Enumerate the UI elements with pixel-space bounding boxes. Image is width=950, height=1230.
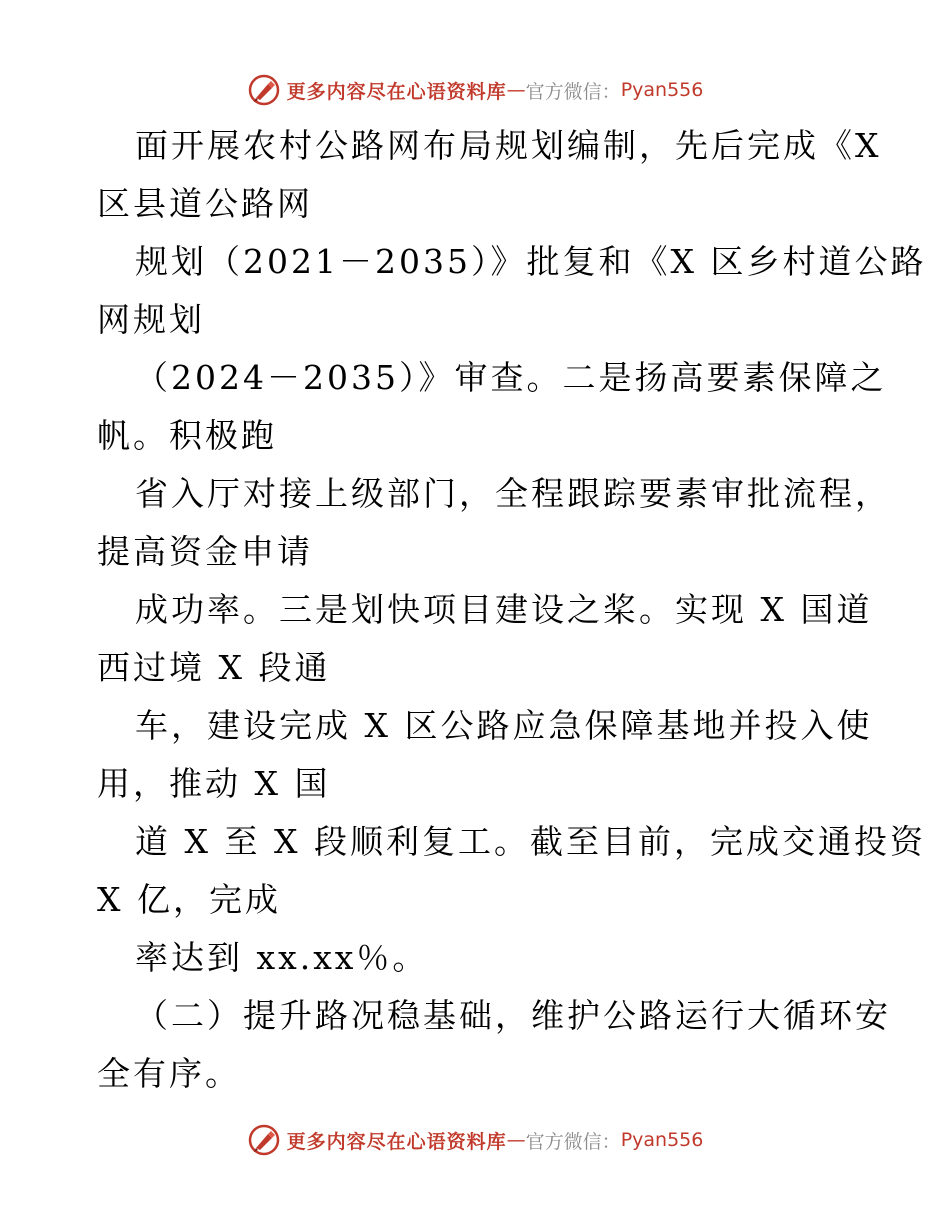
watermark-banner-top <box>0 70 950 110</box>
pen-logo-icon <box>247 73 281 107</box>
watermark-main-text: 更多内容尽在心语资料库 <box>286 80 507 103</box>
watermark-main-text: 更多内容尽在心语资料库 <box>286 1130 507 1153</box>
body-line: 成功率。三是划快项目建设之桨。实现 X 国道 <box>135 590 873 629</box>
body-line: 西过境 X 段通 <box>97 648 331 687</box>
body-text <box>97 117 927 1103</box>
watermark-account: Pyan556 <box>620 79 704 101</box>
body-line: 率达到 xx.xx％。 <box>135 938 429 977</box>
body-line: 全有序。 <box>97 1054 241 1093</box>
watermark-separator: — <box>506 79 526 101</box>
body-line: 区县道公路网 <box>97 184 313 223</box>
watermark-account: Pyan556 <box>620 1129 704 1151</box>
body-line: 用，推动 X 国 <box>97 764 331 803</box>
watermark-banner-bottom <box>0 1120 950 1160</box>
body-line: 提高资金申请 <box>97 532 313 571</box>
body-line: X 亿，完成 <box>97 880 281 919</box>
body-line: 道 X 至 X 段顺利复工。截至目前，完成交通投资 <box>135 822 926 861</box>
body-line: 面开展农村公路网布局规划编制，先后完成《X <box>135 126 882 165</box>
body-line: （二）提升路况稳基础，维护公路运行大循环安 <box>135 996 891 1035</box>
body-line: 网规划 <box>97 300 205 339</box>
watermark-separator: — <box>506 1129 526 1151</box>
body-line: 帆。积极跑 <box>97 416 277 455</box>
watermark-label: 官方微信： <box>525 80 621 103</box>
pen-logo-icon <box>247 1123 281 1157</box>
body-line: （2024－2035）》审查。二是扬高要素保障之 <box>135 358 887 397</box>
body-line: 车，建设完成 X 区公路应急保障基地并投入使 <box>135 706 873 745</box>
body-line: 省入厅对接上级部门，全程跟踪要素审批流程， <box>135 474 891 513</box>
body-line: 规划（2021－2035）》批复和《X 区乡村道公路 <box>135 242 927 281</box>
watermark-label: 官方微信： <box>525 1130 621 1153</box>
